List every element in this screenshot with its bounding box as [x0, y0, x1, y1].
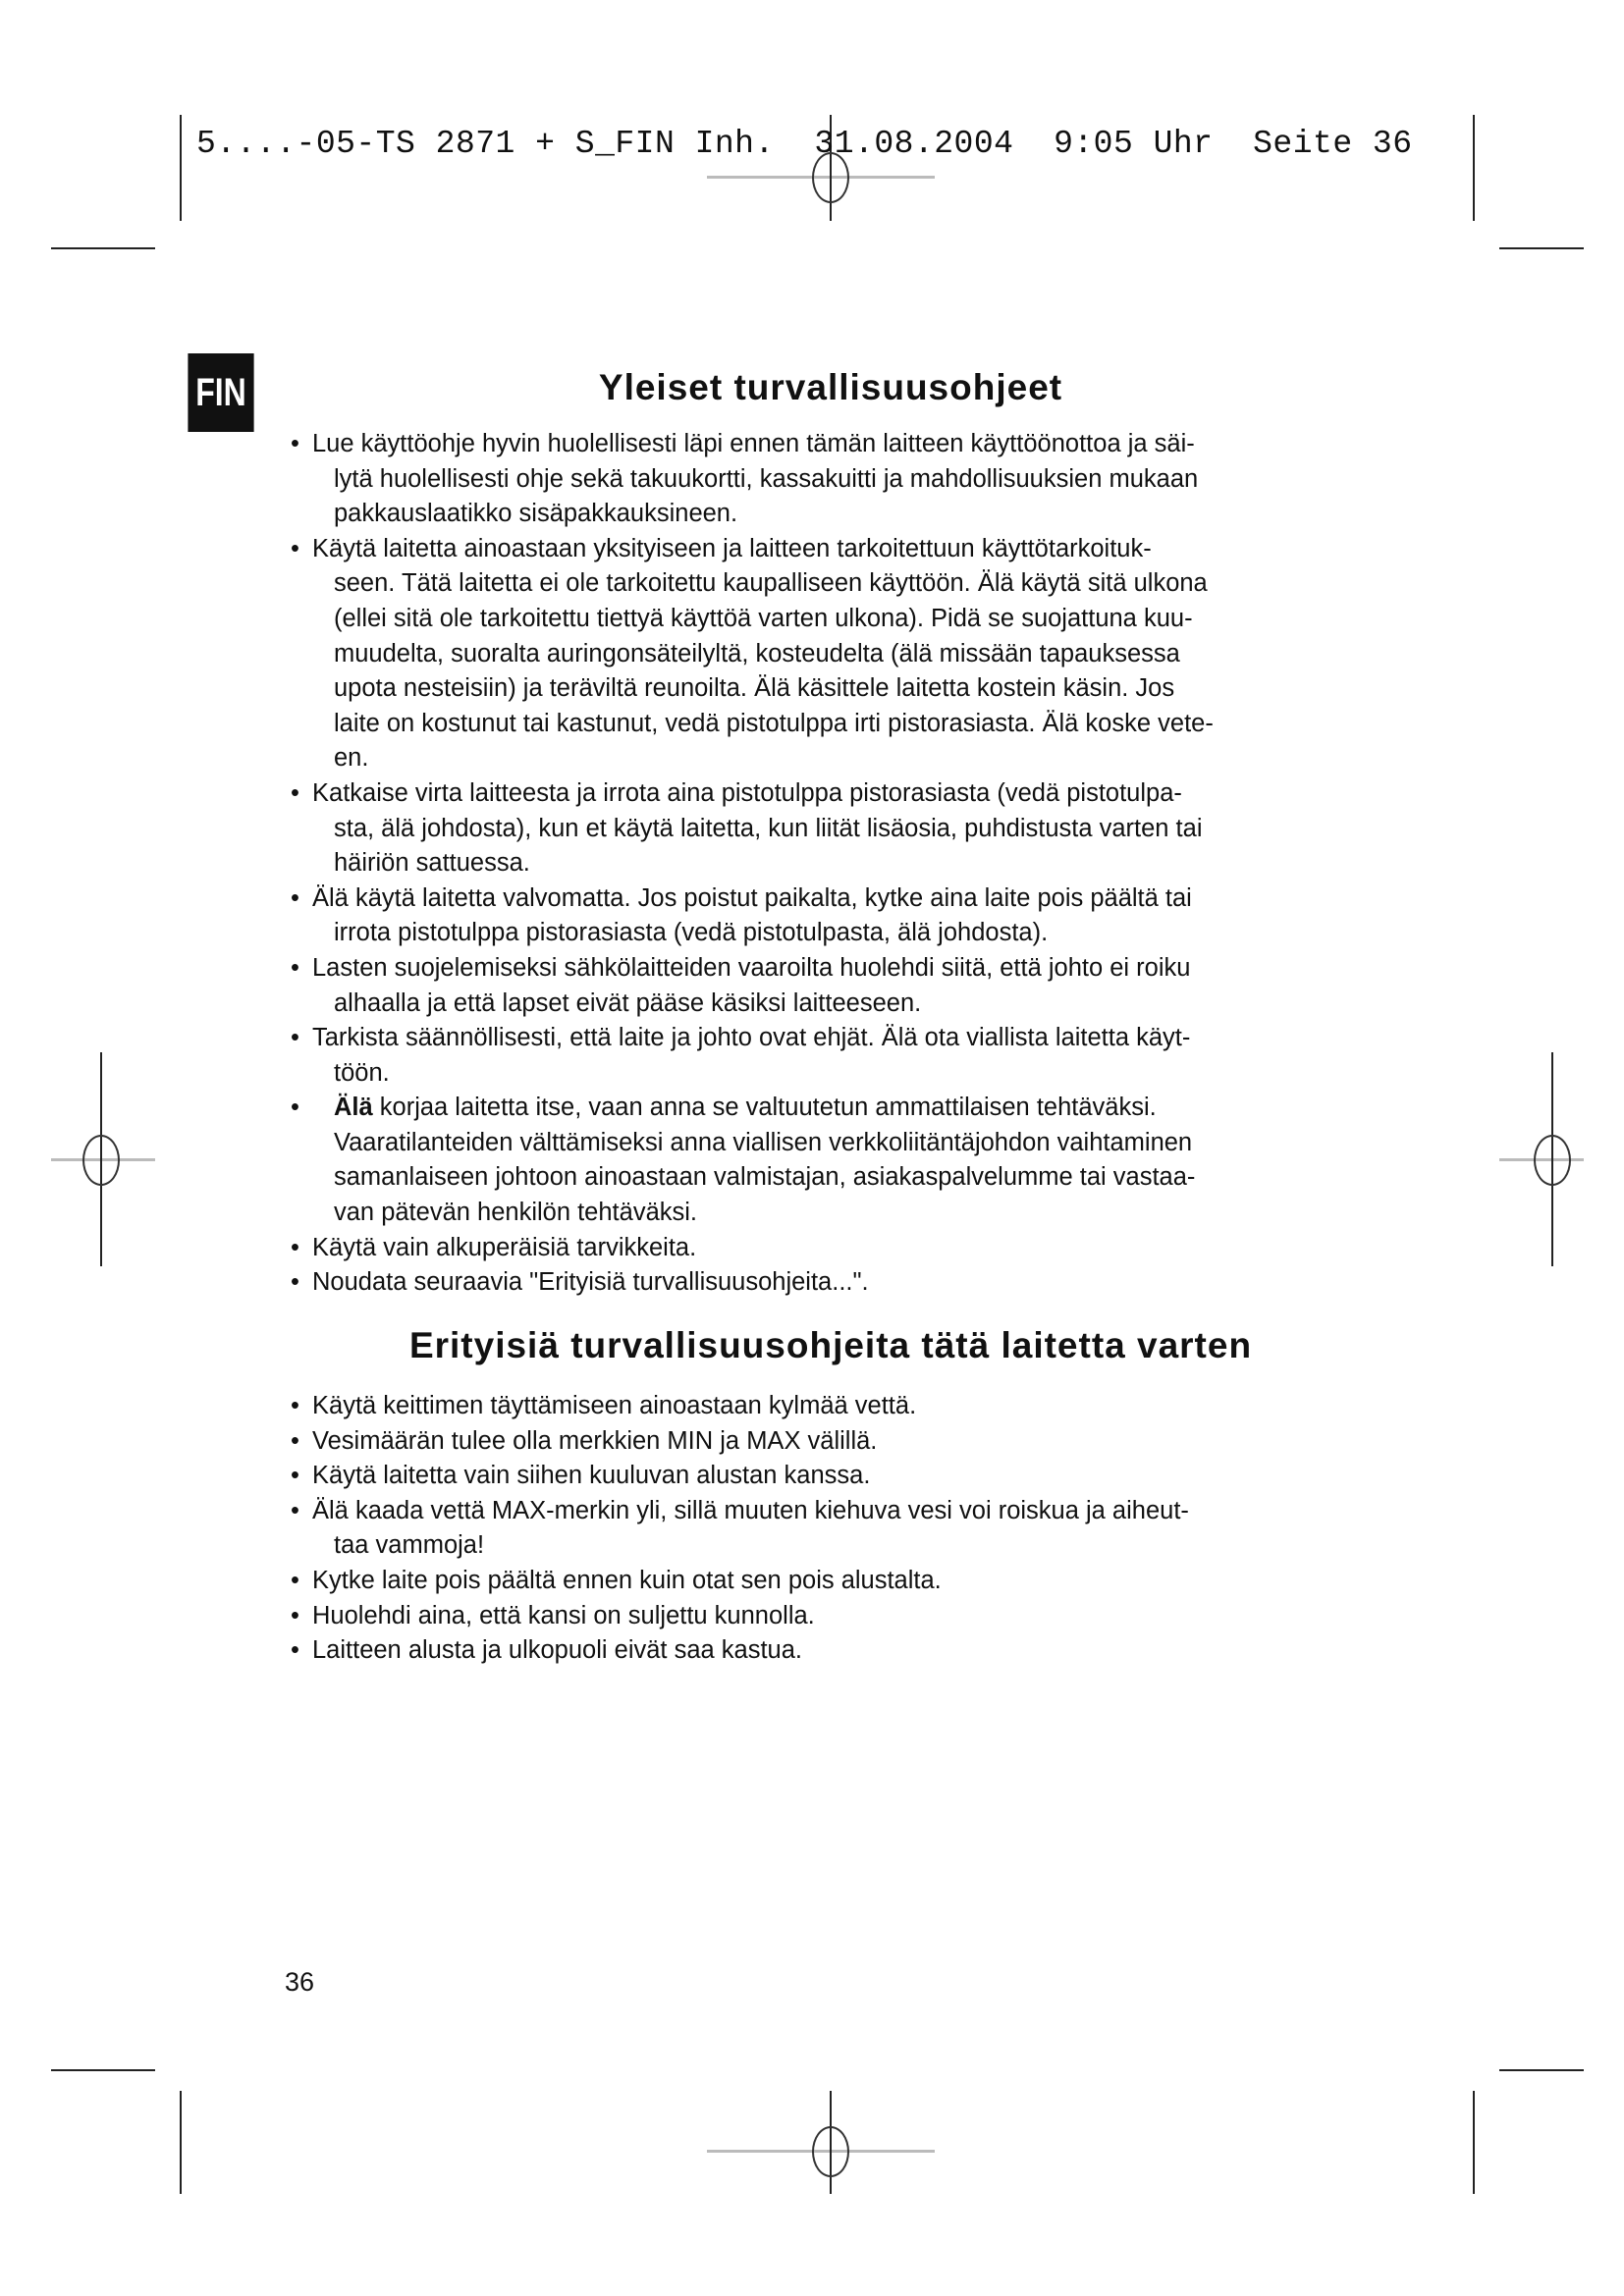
line-text: Laitteen alusta ja ulkopuoli eivät saa kastua. — [312, 1636, 802, 1665]
list-item — [291, 1494, 1189, 1564]
crop-mark — [1473, 2091, 1475, 2194]
list-item-line — [291, 1564, 1189, 1599]
list-item — [291, 1265, 1214, 1301]
list-item-line — [291, 741, 1214, 776]
bullet-icon: • — [291, 534, 299, 562]
list-item — [291, 776, 1214, 881]
language-tab: FIN — [188, 353, 253, 432]
crop-mark — [51, 247, 155, 249]
list-item-line — [291, 1459, 1189, 1494]
list-item-line — [291, 1196, 1214, 1231]
line-text: lytä huolellisesti ohje sekä takuukortti, kassakuitti ja mahdollisuuksien mukaan — [334, 464, 1199, 493]
list-item — [291, 532, 1214, 776]
list-item-line — [291, 812, 1214, 847]
list-item-line — [291, 1091, 1214, 1126]
list-item-line — [291, 1494, 1189, 1529]
line-text: Tarkista säännöllisesti, että laite ja johto ovat ehjät. Älä ota viallista laitetta käyt- — [312, 1024, 1191, 1052]
line-text: alhaalla ja että lapset eivät pääse käsiksi laitteeseen. — [334, 988, 922, 1017]
line-text: Käytä laitetta ainoastaan yksityiseen ja laitteen tarkoitettuun käyttötarkoituk- — [312, 534, 1152, 562]
bullet-icon: • — [291, 1094, 299, 1122]
crop-mark — [1473, 115, 1475, 221]
slug-page: Seite 36 — [1253, 126, 1413, 162]
list-item-line — [291, 881, 1214, 917]
bullet-icon: • — [291, 1462, 299, 1490]
line-text: Noudata seuraavia "Erityisiä turvallisuusohjeita...". — [312, 1268, 869, 1297]
bold-prefix: Älä — [334, 1094, 373, 1122]
crop-mark — [1499, 2069, 1584, 2071]
line-text: en. — [334, 744, 369, 773]
list-item — [291, 1021, 1214, 1091]
bullet-icon: • — [291, 1392, 299, 1419]
special-safety-list — [291, 1389, 1189, 1669]
line-text: Kytke laite pois päältä ennen kuin otat sen pois alustalta. — [312, 1566, 942, 1594]
line-text: töön. — [334, 1058, 390, 1087]
list-item-line — [291, 1056, 1214, 1092]
slug-date: 31.08.2004 — [814, 126, 1014, 162]
list-item-line — [291, 987, 1214, 1022]
line-text: laite on kostunut tai kastunut, vedä pistotulppa irti pistorasiasta. Älä koske vete- — [334, 709, 1214, 737]
list-item — [291, 1459, 1189, 1494]
general-safety-list — [291, 427, 1214, 1301]
line-text: Lasten suojelemiseksi sähkölaitteiden vaaroilta huolehdi siitä, että johto ei roiku — [312, 953, 1191, 982]
list-item-line — [291, 566, 1214, 602]
line-text: häiriön sattuessa. — [334, 849, 530, 878]
section-title-special-safety: Erityisiä turvallisuusohjeita tätä laitetta varten — [408, 1325, 1253, 1365]
list-item-line — [291, 776, 1214, 812]
line-text: Huolehdi aina, että kansi on suljettu kunnolla. — [312, 1601, 815, 1629]
bullet-icon: • — [291, 1268, 299, 1297]
crop-mark — [1499, 247, 1584, 249]
list-item-line — [291, 1265, 1214, 1301]
list-item — [291, 427, 1214, 532]
list-item-line — [291, 532, 1214, 567]
list-item-line — [291, 707, 1214, 742]
line-text: Käytä keittimen täyttämiseen ainoastaan kylmää vettä. — [312, 1392, 917, 1419]
list-item-line — [291, 1633, 1189, 1669]
list-item-line — [291, 602, 1214, 637]
list-item-line — [291, 846, 1214, 881]
list-item-line — [291, 1126, 1214, 1161]
line-text: Lue käyttöohje hyvin huolellisesti läpi ennen tämän laitteen käyttöönottoa ja säi- — [312, 430, 1195, 457]
list-item-line — [291, 1528, 1189, 1564]
line-text: van pätevän henkilön tehtäväksi. — [334, 1199, 697, 1227]
line-text: Katkaise virta laitteesta ja irrota aina pistotulppa pistorasiasta (vedä pistotulpa- — [312, 778, 1182, 807]
bullet-icon: • — [291, 1566, 299, 1594]
bullet-icon: • — [291, 430, 299, 457]
slug-text: 5....-05-TS 2871 + S_FIN Inh. — [196, 126, 775, 162]
list-item — [291, 1389, 1189, 1424]
list-item-line — [291, 671, 1214, 707]
list-item — [291, 1424, 1189, 1460]
bullet-icon: • — [291, 1426, 299, 1455]
line-text: seen. Tätä laitetta ei ole tarkoitettu kaupalliseen käyttöön. Älä käytä sitä ulkona — [334, 569, 1208, 598]
line-text: Vesimäärän tulee olla merkkien MIN ja MAX välillä. — [312, 1426, 878, 1455]
line-text: irrota pistotulppa pistorasiasta (vedä pistotulpasta, älä johdosta). — [334, 919, 1049, 947]
line-text: Älä käytä laitetta valvomatta. Jos poistut paikalta, kytke aina laite pois päältä tai — [312, 883, 1192, 912]
bullet-icon: • — [291, 1233, 299, 1261]
bullet-icon: • — [291, 1496, 299, 1524]
bullet-icon: • — [291, 778, 299, 807]
list-item — [291, 1564, 1189, 1599]
list-item-line — [291, 1424, 1189, 1460]
page-number: 36 — [285, 1967, 315, 1997]
line-text: muudelta, suoralta auringonsäteilyltä, kosteudelta (älä missään tapauksessa — [334, 639, 1180, 667]
bullet-icon: • — [291, 953, 299, 982]
list-item-line — [291, 916, 1214, 951]
bullet-icon: • — [291, 1024, 299, 1052]
print-slug-header — [196, 126, 1413, 162]
list-item — [291, 1091, 1214, 1230]
crop-mark — [51, 2069, 155, 2071]
line-text: (ellei sitä ole tarkoitettu tiettyä käyttöä varten ulkona). Pidä se suojattuna kuu- — [334, 604, 1193, 632]
crop-mark — [180, 2091, 182, 2194]
crop-mark — [180, 115, 182, 221]
line-text: korjaa laitetta itse, vaan anna se valtuutetun ammattilaisen tehtäväksi. — [372, 1094, 1157, 1122]
line-text: Vaaratilanteiden välttämiseksi anna viallisen verkkoliitäntäjohdon vaihtaminen — [334, 1128, 1193, 1156]
bullet-icon: • — [291, 1601, 299, 1629]
list-item-line — [291, 1021, 1214, 1056]
line-text: Käytä vain alkuperäisiä tarvikkeita. — [312, 1233, 697, 1261]
bullet-icon: • — [291, 883, 299, 912]
line-text: upota nesteisiin) ja teräviltä reunoilta. Älä käsittele laitetta kostein käsin. Jos — [334, 674, 1175, 703]
line-text: pakkauslaatikko sisäpakkauksineen. — [334, 500, 738, 528]
list-item — [291, 1231, 1214, 1266]
line-text: taa vammoja! — [334, 1531, 485, 1560]
slug-time: 9:05 Uhr — [1054, 126, 1214, 162]
list-item — [291, 881, 1214, 951]
list-item — [291, 1599, 1189, 1634]
line-text: sta, älä johdosta), kun et käytä laitetta, kun liität lisäosia, puhdistusta varten tai — [334, 814, 1203, 842]
list-item-line — [291, 1389, 1189, 1424]
bullet-icon: • — [291, 1636, 299, 1665]
list-item-line — [291, 462, 1214, 498]
list-item-line — [291, 1160, 1214, 1196]
section-title-general-safety: Yleiset turvallisuusohjeet — [598, 367, 1063, 407]
line-text: samanlaiseen johtoon ainoastaan valmistajan, asiakaspalvelumme tai vastaa- — [334, 1163, 1196, 1192]
list-item — [291, 951, 1214, 1021]
list-item-line — [291, 427, 1214, 462]
list-item-line — [291, 497, 1214, 532]
line-text: Älä kaada vettä MAX-merkin yli, sillä muuten kiehuva vesi voi roiskua ja aiheut- — [312, 1496, 1189, 1524]
list-item — [291, 1633, 1189, 1669]
list-item-line — [291, 1599, 1189, 1634]
line-text: Käytä laitetta vain siihen kuuluvan alustan kanssa. — [312, 1462, 871, 1490]
list-item-line — [291, 951, 1214, 987]
list-item-line — [291, 1231, 1214, 1266]
list-item-line — [291, 637, 1214, 672]
